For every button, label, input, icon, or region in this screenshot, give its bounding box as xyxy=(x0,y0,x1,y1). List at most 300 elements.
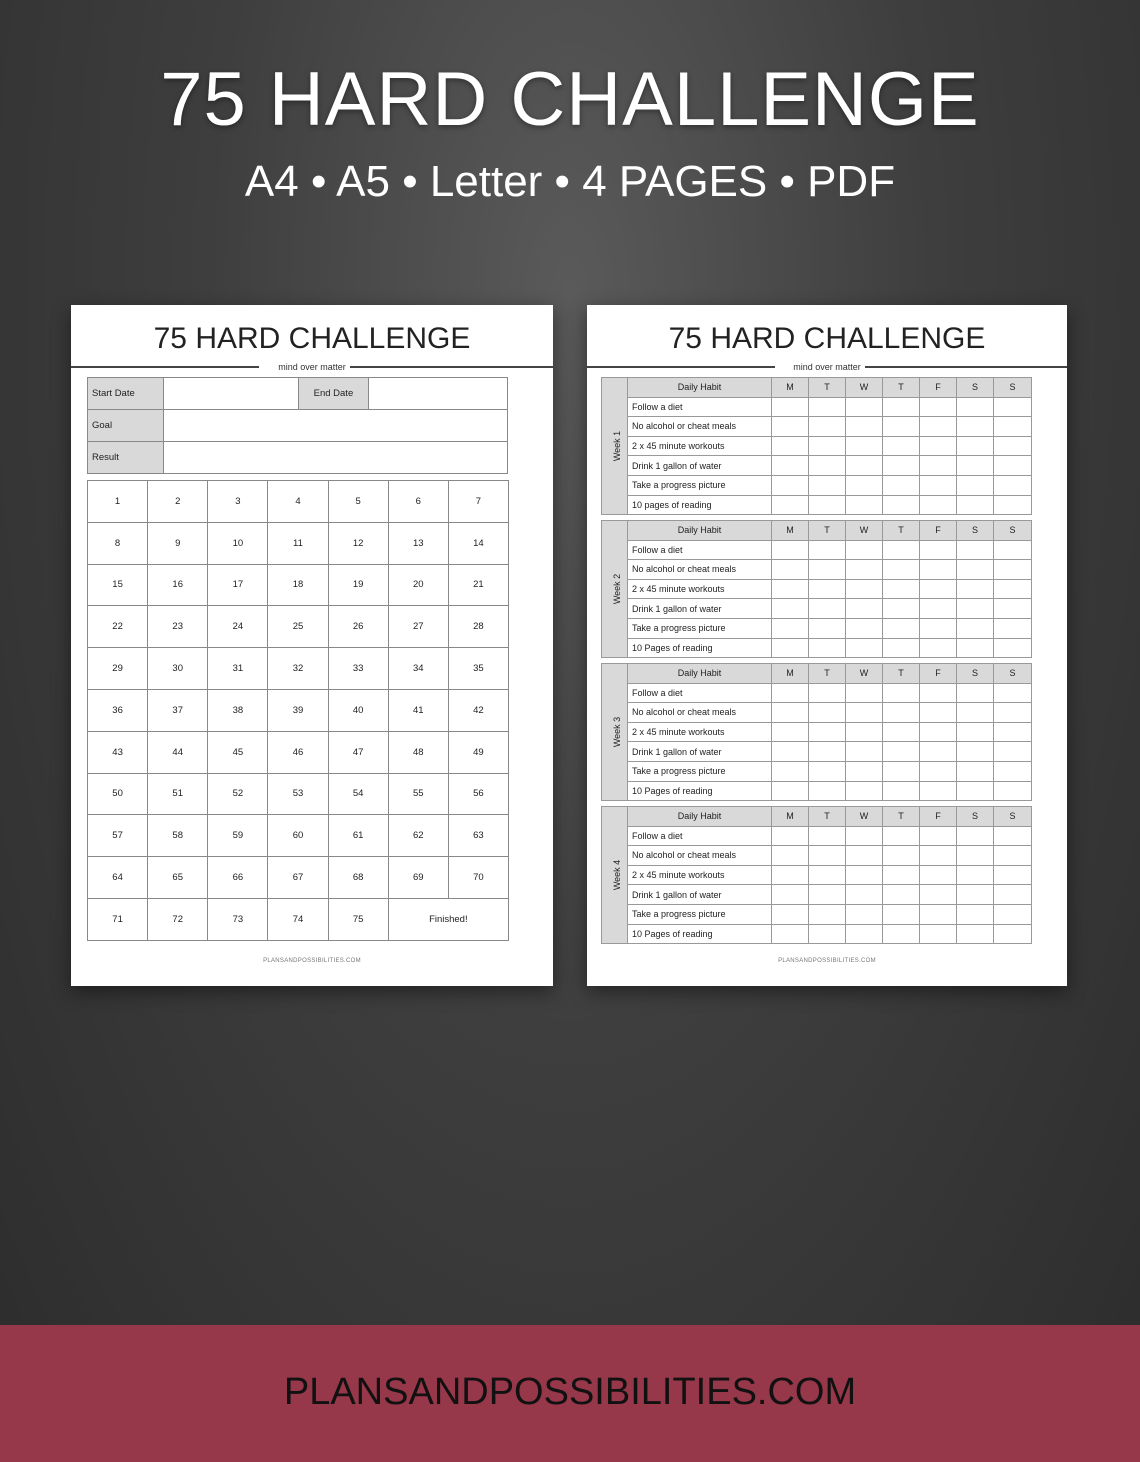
habit-check-cell[interactable] xyxy=(920,846,957,866)
habit-check-cell[interactable] xyxy=(957,579,994,599)
habit-check-cell[interactable] xyxy=(994,475,1032,495)
habit-check-cell[interactable] xyxy=(957,495,994,515)
habit-row xyxy=(602,436,1032,456)
habit-check-cell[interactable] xyxy=(883,495,920,515)
habit-check-cell[interactable] xyxy=(957,540,994,560)
day-cell[interactable]: 55 xyxy=(388,773,448,815)
habit-check-cell[interactable] xyxy=(846,475,883,495)
habit-row xyxy=(602,397,1032,417)
habit-row xyxy=(602,417,1032,437)
habit-check-cell[interactable] xyxy=(920,904,957,924)
habit-check-cell[interactable] xyxy=(994,436,1032,456)
habit-check-cell[interactable] xyxy=(772,904,809,924)
habit-check-cell[interactable] xyxy=(772,436,809,456)
day-cell[interactable]: 27 xyxy=(388,606,448,648)
habit-check-cell[interactable] xyxy=(772,885,809,905)
habit-check-cell[interactable] xyxy=(772,618,809,638)
weekday-header: T xyxy=(809,807,846,827)
habit-check-cell[interactable] xyxy=(994,885,1032,905)
day-cell[interactable]: 73 xyxy=(208,898,268,940)
habit-check-cell[interactable] xyxy=(920,865,957,885)
habit-check-cell[interactable] xyxy=(809,540,846,560)
day-cell[interactable]: 64 xyxy=(88,857,148,899)
habit-row xyxy=(602,456,1032,476)
habit-check-cell[interactable] xyxy=(994,540,1032,560)
habit-check-cell[interactable] xyxy=(772,742,809,762)
habit-check-cell[interactable] xyxy=(809,904,846,924)
habit-row xyxy=(602,742,1032,762)
daily-habit-header: Daily Habit xyxy=(628,521,772,541)
day-cell[interactable]: 69 xyxy=(388,857,448,899)
habit-check-cell[interactable] xyxy=(846,417,883,437)
habit-name: 2 x 45 minute workouts xyxy=(628,722,772,742)
day-cell[interactable]: 51 xyxy=(148,773,208,815)
weekday-header: S xyxy=(957,664,994,684)
day-cell[interactable]: 9 xyxy=(148,522,208,564)
weekday-header: W xyxy=(846,378,883,398)
habit-check-cell[interactable] xyxy=(772,846,809,866)
habit-check-cell[interactable] xyxy=(883,560,920,580)
day-cell[interactable]: 25 xyxy=(268,606,328,648)
day-cell[interactable]: 23 xyxy=(148,606,208,648)
habit-check-cell[interactable] xyxy=(920,703,957,723)
habit-check-cell[interactable] xyxy=(883,742,920,762)
habit-check-cell[interactable] xyxy=(809,599,846,619)
habit-name: Drink 1 gallon of water xyxy=(628,599,772,619)
day-cell[interactable]: 16 xyxy=(148,564,208,606)
habit-check-cell[interactable] xyxy=(883,638,920,658)
weekday-header: F xyxy=(920,521,957,541)
habit-check-cell[interactable] xyxy=(772,781,809,801)
habit-check-cell[interactable] xyxy=(846,436,883,456)
day-cell[interactable]: 62 xyxy=(388,815,448,857)
habit-check-cell[interactable] xyxy=(846,638,883,658)
habit-check-cell[interactable] xyxy=(994,579,1032,599)
day-cell[interactable]: 50 xyxy=(88,773,148,815)
page-title: 75 HARD CHALLENGE xyxy=(153,322,471,355)
habit-check-cell[interactable] xyxy=(809,826,846,846)
day-cell[interactable]: 30 xyxy=(148,648,208,690)
daily-habit-header: Daily Habit xyxy=(628,807,772,827)
habit-check-cell[interactable] xyxy=(883,540,920,560)
week-label-cell xyxy=(602,521,628,658)
day-cell[interactable]: 41 xyxy=(388,689,448,731)
footer-website[interactable]: PLANSANDPOSSIBILITIES.COM xyxy=(283,1371,857,1413)
day-cell[interactable]: 65 xyxy=(148,857,208,899)
habit-name: Take a progress picture xyxy=(628,761,772,781)
habit-check-cell[interactable] xyxy=(883,599,920,619)
habit-name: Take a progress picture xyxy=(628,475,772,495)
habit-check-cell[interactable] xyxy=(994,904,1032,924)
day-cell[interactable]: 70 xyxy=(448,857,508,899)
habit-check-cell[interactable] xyxy=(809,924,846,944)
habit-check-cell[interactable] xyxy=(846,865,883,885)
habit-check-cell[interactable] xyxy=(883,579,920,599)
habit-check-cell[interactable] xyxy=(957,742,994,762)
end-date-field[interactable] xyxy=(369,378,508,410)
day-cell[interactable]: 53 xyxy=(268,773,328,815)
habit-row xyxy=(602,579,1032,599)
result-field[interactable] xyxy=(163,442,507,474)
habit-check-cell[interactable] xyxy=(883,397,920,417)
day-cell[interactable]: 2 xyxy=(148,481,208,523)
start-date-field[interactable] xyxy=(163,378,298,410)
habit-check-cell[interactable] xyxy=(846,579,883,599)
habit-check-cell[interactable] xyxy=(846,495,883,515)
day-cell[interactable]: 52 xyxy=(208,773,268,815)
habit-check-cell[interactable] xyxy=(883,826,920,846)
day-cell[interactable]: 12 xyxy=(328,522,388,564)
weekday-header: M xyxy=(772,807,809,827)
habit-check-cell[interactable] xyxy=(994,638,1032,658)
habit-check-cell[interactable] xyxy=(920,417,957,437)
habit-check-cell[interactable] xyxy=(809,885,846,905)
day-cell[interactable]: 13 xyxy=(388,522,448,564)
habit-check-cell[interactable] xyxy=(846,781,883,801)
habit-check-cell[interactable] xyxy=(809,638,846,658)
habit-check-cell[interactable] xyxy=(994,417,1032,437)
day-cell[interactable]: 28 xyxy=(448,606,508,648)
day-cell[interactable]: 14 xyxy=(448,522,508,564)
day-cell[interactable]: 38 xyxy=(208,689,268,731)
habit-check-cell[interactable] xyxy=(994,826,1032,846)
habit-check-cell[interactable] xyxy=(957,683,994,703)
habit-check-cell[interactable] xyxy=(883,417,920,437)
habit-check-cell[interactable] xyxy=(957,826,994,846)
day-cell[interactable]: 75 xyxy=(328,898,388,940)
habit-check-cell[interactable] xyxy=(772,397,809,417)
habit-check-cell[interactable] xyxy=(957,865,994,885)
habit-check-cell[interactable] xyxy=(920,885,957,905)
habit-check-cell[interactable] xyxy=(809,761,846,781)
day-cell[interactable]: 19 xyxy=(328,564,388,606)
habit-check-cell[interactable] xyxy=(957,456,994,476)
habit-check-cell[interactable] xyxy=(994,456,1032,476)
habit-check-cell[interactable] xyxy=(809,417,846,437)
day-cell[interactable]: 11 xyxy=(268,522,328,564)
week-label-cell xyxy=(602,664,628,801)
habit-check-cell[interactable] xyxy=(957,924,994,944)
habit-check-cell[interactable] xyxy=(920,475,957,495)
habit-check-cell[interactable] xyxy=(772,417,809,437)
habit-check-cell[interactable] xyxy=(920,924,957,944)
day-cell[interactable]: 7 xyxy=(448,481,508,523)
day-cell[interactable]: 6 xyxy=(388,481,448,523)
day-cell[interactable]: 22 xyxy=(88,606,148,648)
habit-check-cell[interactable] xyxy=(772,540,809,560)
habit-row xyxy=(602,703,1032,723)
day-cell[interactable]: 35 xyxy=(448,648,508,690)
weekday-header: T xyxy=(883,664,920,684)
habit-check-cell[interactable] xyxy=(957,397,994,417)
day-cell[interactable]: 24 xyxy=(208,606,268,648)
habit-check-cell[interactable] xyxy=(883,885,920,905)
day-cell[interactable]: 18 xyxy=(268,564,328,606)
habit-check-cell[interactable] xyxy=(920,456,957,476)
habit-row xyxy=(602,761,1032,781)
weekday-header: T xyxy=(809,378,846,398)
day-cell[interactable]: 67 xyxy=(268,857,328,899)
habit-check-cell[interactable] xyxy=(846,618,883,638)
habit-check-cell[interactable] xyxy=(994,618,1032,638)
habit-check-cell[interactable] xyxy=(846,761,883,781)
habit-row xyxy=(602,885,1032,905)
habit-check-cell[interactable] xyxy=(920,436,957,456)
habit-check-cell[interactable] xyxy=(809,475,846,495)
day-cell[interactable]: 45 xyxy=(208,731,268,773)
day-cell[interactable]: 26 xyxy=(328,606,388,648)
habit-check-cell[interactable] xyxy=(920,826,957,846)
habit-check-cell[interactable] xyxy=(772,924,809,944)
day-cell[interactable]: 31 xyxy=(208,648,268,690)
habit-check-cell[interactable] xyxy=(846,540,883,560)
habit-check-cell[interactable] xyxy=(809,846,846,866)
habit-check-cell[interactable] xyxy=(994,495,1032,515)
weekday-header: S xyxy=(994,521,1032,541)
habit-check-cell[interactable] xyxy=(809,436,846,456)
day-cell[interactable]: 39 xyxy=(268,689,328,731)
habit-check-cell[interactable] xyxy=(809,618,846,638)
habit-row xyxy=(602,495,1032,515)
day-cell[interactable]: 60 xyxy=(268,815,328,857)
habit-check-cell[interactable] xyxy=(920,722,957,742)
habit-check-cell[interactable] xyxy=(920,781,957,801)
weekday-header: T xyxy=(883,807,920,827)
habit-check-cell[interactable] xyxy=(809,579,846,599)
goal-field[interactable] xyxy=(163,410,507,442)
habit-check-cell[interactable] xyxy=(772,579,809,599)
footer-band xyxy=(0,1325,1140,1462)
habit-check-cell[interactable] xyxy=(883,722,920,742)
habit-check-cell[interactable] xyxy=(994,683,1032,703)
habit-check-cell[interactable] xyxy=(920,397,957,417)
day-cell[interactable]: 68 xyxy=(328,857,388,899)
tracker-page-preview xyxy=(71,305,553,986)
habit-check-cell[interactable] xyxy=(957,904,994,924)
habit-check-cell[interactable] xyxy=(994,722,1032,742)
day-cell[interactable]: 72 xyxy=(148,898,208,940)
habit-check-cell[interactable] xyxy=(994,397,1032,417)
habit-check-cell[interactable] xyxy=(957,475,994,495)
habit-check-cell[interactable] xyxy=(846,683,883,703)
habit-check-cell[interactable] xyxy=(883,475,920,495)
day-cell[interactable]: 5 xyxy=(328,481,388,523)
habit-check-cell[interactable] xyxy=(920,742,957,762)
day-cell[interactable]: 54 xyxy=(328,773,388,815)
weekly-page-preview xyxy=(587,305,1067,986)
habit-check-cell[interactable] xyxy=(994,742,1032,762)
habit-check-cell[interactable] xyxy=(846,826,883,846)
day-cell[interactable]: 3 xyxy=(208,481,268,523)
habit-check-cell[interactable] xyxy=(772,599,809,619)
habit-check-cell[interactable] xyxy=(957,885,994,905)
day-cell[interactable]: 34 xyxy=(388,648,448,690)
habit-check-cell[interactable] xyxy=(809,683,846,703)
habit-check-cell[interactable] xyxy=(809,495,846,515)
habit-check-cell[interactable] xyxy=(772,560,809,580)
habit-name: No alcohol or cheat meals xyxy=(628,560,772,580)
habit-check-cell[interactable] xyxy=(846,924,883,944)
habit-check-cell[interactable] xyxy=(809,703,846,723)
habit-check-cell[interactable] xyxy=(883,618,920,638)
habit-check-cell[interactable] xyxy=(957,599,994,619)
habit-check-cell[interactable] xyxy=(846,742,883,762)
habit-check-cell[interactable] xyxy=(920,495,957,515)
end-date-label: End Date xyxy=(298,378,369,410)
days-row xyxy=(88,648,509,690)
habit-check-cell[interactable] xyxy=(846,885,883,905)
habit-check-cell[interactable] xyxy=(994,761,1032,781)
habit-name: Follow a diet xyxy=(628,826,772,846)
day-cell[interactable]: 61 xyxy=(328,815,388,857)
habit-check-cell[interactable] xyxy=(772,703,809,723)
day-cell[interactable]: 42 xyxy=(448,689,508,731)
habit-check-cell[interactable] xyxy=(883,846,920,866)
habit-check-cell[interactable] xyxy=(994,846,1032,866)
day-cell[interactable]: 36 xyxy=(88,689,148,731)
habit-check-cell[interactable] xyxy=(809,742,846,762)
day-cell[interactable]: 63 xyxy=(448,815,508,857)
habit-check-cell[interactable] xyxy=(957,722,994,742)
habit-check-cell[interactable] xyxy=(994,865,1032,885)
habit-check-cell[interactable] xyxy=(920,618,957,638)
habit-row xyxy=(602,599,1032,619)
habit-check-cell[interactable] xyxy=(957,761,994,781)
habit-check-cell[interactable] xyxy=(772,638,809,658)
habit-check-cell[interactable] xyxy=(920,638,957,658)
day-cell[interactable]: 66 xyxy=(208,857,268,899)
habit-check-cell[interactable] xyxy=(957,846,994,866)
weekday-header: M xyxy=(772,664,809,684)
finished-cell[interactable]: Finished! xyxy=(388,898,508,940)
day-cell[interactable]: 57 xyxy=(88,815,148,857)
habit-check-cell[interactable] xyxy=(809,865,846,885)
day-cell[interactable]: 20 xyxy=(388,564,448,606)
habit-name: 10 Pages of reading xyxy=(628,638,772,658)
habit-check-cell[interactable] xyxy=(994,924,1032,944)
habit-check-cell[interactable] xyxy=(957,703,994,723)
day-cell[interactable]: 48 xyxy=(388,731,448,773)
habit-check-cell[interactable] xyxy=(772,456,809,476)
habit-check-cell[interactable] xyxy=(772,826,809,846)
habit-name: No alcohol or cheat meals xyxy=(628,703,772,723)
habit-check-cell[interactable] xyxy=(920,599,957,619)
day-cell[interactable]: 40 xyxy=(328,689,388,731)
habit-check-cell[interactable] xyxy=(772,722,809,742)
day-cell[interactable]: 17 xyxy=(208,564,268,606)
habit-check-cell[interactable] xyxy=(809,722,846,742)
day-cell[interactable]: 46 xyxy=(268,731,328,773)
habit-check-cell[interactable] xyxy=(846,904,883,924)
habit-check-cell[interactable] xyxy=(846,456,883,476)
habit-check-cell[interactable] xyxy=(883,456,920,476)
habit-check-cell[interactable] xyxy=(957,638,994,658)
habit-check-cell[interactable] xyxy=(957,417,994,437)
weekday-header: T xyxy=(883,378,920,398)
habit-check-cell[interactable] xyxy=(772,761,809,781)
weekday-header: T xyxy=(883,521,920,541)
habit-check-cell[interactable] xyxy=(883,904,920,924)
habit-check-cell[interactable] xyxy=(772,865,809,885)
habit-check-cell[interactable] xyxy=(994,703,1032,723)
habit-check-cell[interactable] xyxy=(957,560,994,580)
habit-check-cell[interactable] xyxy=(883,865,920,885)
day-cell[interactable]: 4 xyxy=(268,481,328,523)
habit-check-cell[interactable] xyxy=(957,781,994,801)
week-table xyxy=(601,377,1032,515)
weekday-header: T xyxy=(809,521,846,541)
habit-check-cell[interactable] xyxy=(883,781,920,801)
day-cell[interactable]: 44 xyxy=(148,731,208,773)
habit-check-cell[interactable] xyxy=(883,436,920,456)
habit-check-cell[interactable] xyxy=(809,781,846,801)
habit-check-cell[interactable] xyxy=(772,495,809,515)
habit-check-cell[interactable] xyxy=(994,781,1032,801)
habit-check-cell[interactable] xyxy=(846,846,883,866)
days-row xyxy=(88,689,509,731)
day-cell[interactable]: 71 xyxy=(88,898,148,940)
habit-check-cell[interactable] xyxy=(846,722,883,742)
weekday-header: F xyxy=(920,378,957,398)
habit-check-cell[interactable] xyxy=(957,618,994,638)
habit-name: Drink 1 gallon of water xyxy=(628,456,772,476)
day-cell[interactable]: 43 xyxy=(88,731,148,773)
day-cell[interactable]: 56 xyxy=(448,773,508,815)
habit-check-cell[interactable] xyxy=(994,599,1032,619)
habit-check-cell[interactable] xyxy=(809,397,846,417)
day-cell[interactable]: 1 xyxy=(88,481,148,523)
habit-check-cell[interactable] xyxy=(772,475,809,495)
habit-name: Take a progress picture xyxy=(628,618,772,638)
info-table xyxy=(87,377,508,474)
habit-check-cell[interactable] xyxy=(846,397,883,417)
day-cell[interactable]: 10 xyxy=(208,522,268,564)
day-cell[interactable]: 8 xyxy=(88,522,148,564)
habit-check-cell[interactable] xyxy=(809,456,846,476)
day-cell[interactable]: 49 xyxy=(448,731,508,773)
days-row xyxy=(88,481,509,523)
habit-check-cell[interactable] xyxy=(883,703,920,723)
habit-check-cell[interactable] xyxy=(846,599,883,619)
habit-row xyxy=(602,475,1032,495)
habit-check-cell[interactable] xyxy=(920,683,957,703)
habit-check-cell[interactable] xyxy=(883,683,920,703)
habit-check-cell[interactable] xyxy=(883,924,920,944)
day-cell[interactable]: 59 xyxy=(208,815,268,857)
habit-check-cell[interactable] xyxy=(920,761,957,781)
habit-check-cell[interactable] xyxy=(772,683,809,703)
habit-check-cell[interactable] xyxy=(920,579,957,599)
day-cell[interactable]: 21 xyxy=(448,564,508,606)
day-cell[interactable]: 47 xyxy=(328,731,388,773)
day-cell[interactable]: 32 xyxy=(268,648,328,690)
day-cell[interactable]: 33 xyxy=(328,648,388,690)
habit-check-cell[interactable] xyxy=(846,560,883,580)
habit-check-cell[interactable] xyxy=(809,560,846,580)
day-cell[interactable]: 15 xyxy=(88,564,148,606)
day-cell[interactable]: 37 xyxy=(148,689,208,731)
habit-check-cell[interactable] xyxy=(883,761,920,781)
day-cell[interactable]: 74 xyxy=(268,898,328,940)
habit-check-cell[interactable] xyxy=(846,703,883,723)
day-cell[interactable]: 58 xyxy=(148,815,208,857)
week-label-cell xyxy=(602,807,628,944)
habit-check-cell[interactable] xyxy=(920,540,957,560)
habit-check-cell[interactable] xyxy=(920,560,957,580)
day-cell[interactable]: 29 xyxy=(88,648,148,690)
habit-check-cell[interactable] xyxy=(994,560,1032,580)
habit-check-cell[interactable] xyxy=(957,436,994,456)
